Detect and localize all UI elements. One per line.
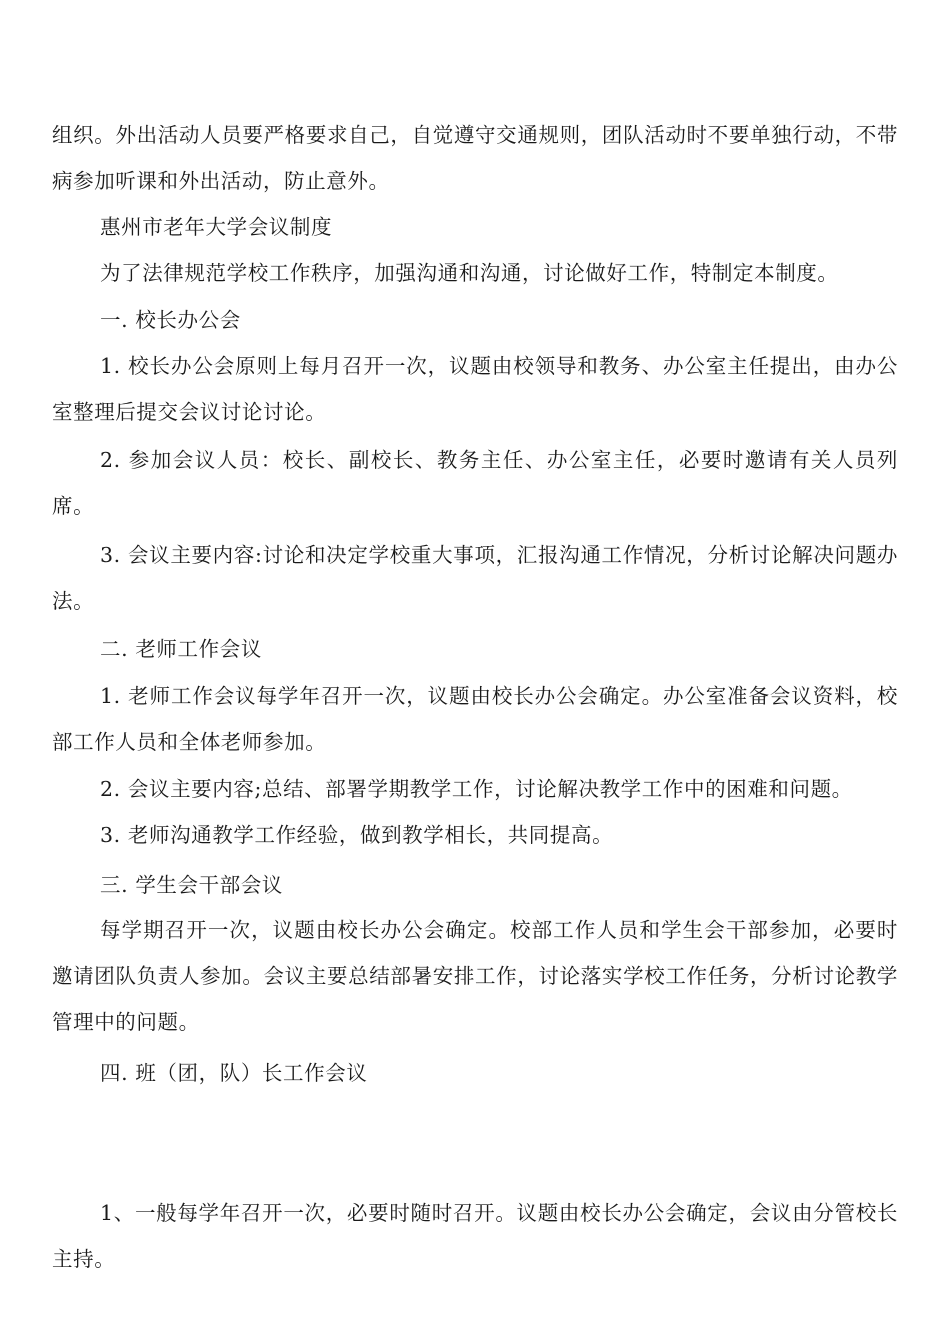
paragraph-item: 2. 参加会议人员：校长、副校长、教务主任、办公室主任，必要时邀请有关人员列席。 (52, 448, 898, 518)
paragraph-item: 3. 会议主要内容:讨论和决定学校重大事项，汇报沟通工作情况，分析讨论解决问题办法。 (52, 543, 898, 613)
paragraph-item: 2. 会议主要内容;总结、部署学期教学工作，讨论解决教学工作中的困难和问题。 (100, 777, 853, 801)
paragraph-item: 1、一般每学年召开一次，必要时随时召开。议题由校长办公会确定，会议由分管校长主持。 (52, 1201, 898, 1271)
section-heading-principal-meeting: 一. 校长办公会 (100, 308, 241, 332)
section-heading-student-union-meeting: 三. 学生会干部会议 (100, 873, 284, 897)
section-heading-class-leader-meeting: 四. 班（团，队）长工作会议 (100, 1061, 368, 1085)
paragraph-item: 3. 老师沟通教学工作经验，做到教学相长，共同提高。 (100, 823, 614, 847)
paragraph-item: 1. 校长办公会原则上每月召开一次，议题由校领导和教务、办公室主任提出，由办公室整理后提交会议讨论讨论。 (52, 354, 898, 424)
paragraph-item: 1. 老师工作会议每学年召开一次，议题由校长办公会确定。办公室准备会议资料，校部工作人员和全体老师参加。 (52, 684, 898, 754)
paragraph-item: 每学期召开一次，议题由校长办公会确定。校部工作人员和学生会干部参加，必要时邀请团队负责人参加。会议主要总结部暑安排工作，讨论落实学校工作任务，分析讨论教学管理中的问题。 (52, 918, 898, 1034)
paragraph-continuation: 组织。外出活动人员要严格要求自己，自觉遵守交通规则，团队活动时不要单独行动，不带病参加听课和外出活动，防止意外。 (52, 123, 898, 193)
section-heading-teacher-meeting: 二. 老师工作会议 (100, 637, 262, 661)
paragraph-intro: 为了法律规范学校工作秩序，加强沟通和沟通，讨论做好工作，特制定本制度。 (100, 261, 839, 285)
document-title: 惠州市老年大学会议制度 (100, 215, 333, 239)
